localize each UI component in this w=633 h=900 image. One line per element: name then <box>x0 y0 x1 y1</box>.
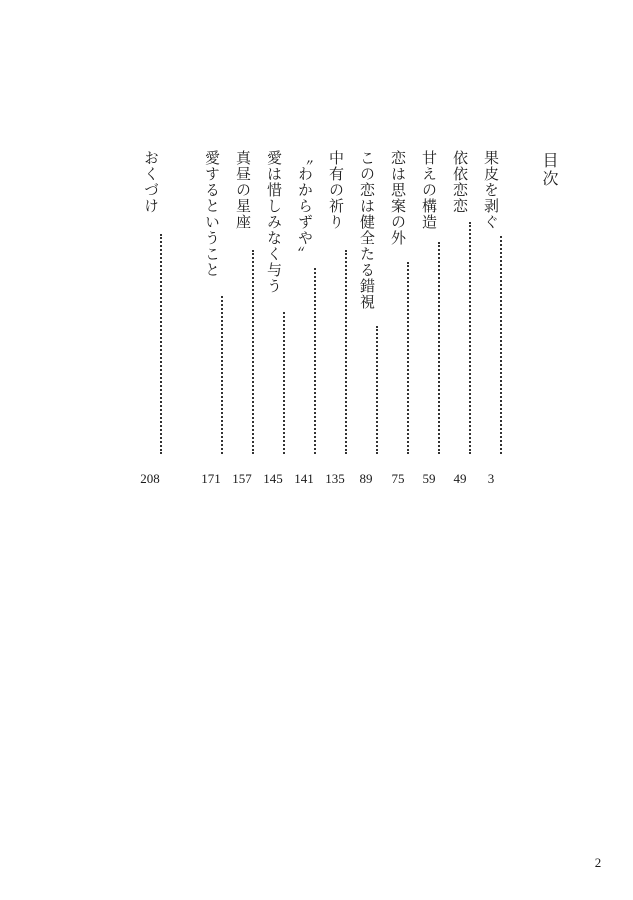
page-number: 2 <box>594 855 602 870</box>
toc-leader-dots <box>140 234 162 454</box>
toc-entry-title: 〝わからずや〟 <box>296 150 314 262</box>
toc-entry-title: おくづけ <box>142 150 160 214</box>
toc-leader-dots <box>449 222 471 454</box>
toc-entry-title: 中有の祈り <box>327 150 345 230</box>
toc-entry-page: 3 <box>487 471 495 486</box>
toc-entry-page: 145 <box>263 471 283 486</box>
toc-entry-title: この恋は健全たる錯視 <box>358 150 376 310</box>
toc-entry-page: 59 <box>422 471 436 486</box>
toc-leader-dots <box>356 326 378 454</box>
toc-entry-title: 恋は思案の外 <box>389 150 407 246</box>
toc-leader-dots <box>418 242 440 454</box>
toc-entry-page: 141 <box>294 471 314 486</box>
toc-leader-dots <box>263 312 285 454</box>
toc-entry-page: 135 <box>325 471 345 486</box>
toc-entry-title: 依依恋恋 <box>451 150 469 214</box>
toc-entry-page: 171 <box>201 471 221 486</box>
toc-entry-page: 49 <box>453 471 467 486</box>
toc-entry-page: 208 <box>140 471 160 486</box>
toc-leader-dots <box>325 250 347 454</box>
toc-leader-dots <box>232 250 254 454</box>
toc-entry-title: 愛するということ <box>203 150 221 278</box>
toc-entry-title: 愛は惜しみなく与う <box>265 150 283 294</box>
toc-entry-page: 89 <box>359 471 373 486</box>
toc-leader-dots <box>387 262 409 454</box>
toc-heading: 目次 <box>540 152 559 188</box>
toc-entry-page: 157 <box>232 471 252 486</box>
toc-leader-dots <box>294 268 316 454</box>
toc-leader-dots <box>480 236 502 454</box>
toc-entry-page: 75 <box>391 471 405 486</box>
toc-leader-dots <box>201 296 223 454</box>
toc-entry-title: 果皮を剥ぐ <box>482 150 500 230</box>
toc-entry-title: 甘えの構造 <box>420 150 438 230</box>
toc-entry-title: 真昼の星座 <box>234 150 252 230</box>
